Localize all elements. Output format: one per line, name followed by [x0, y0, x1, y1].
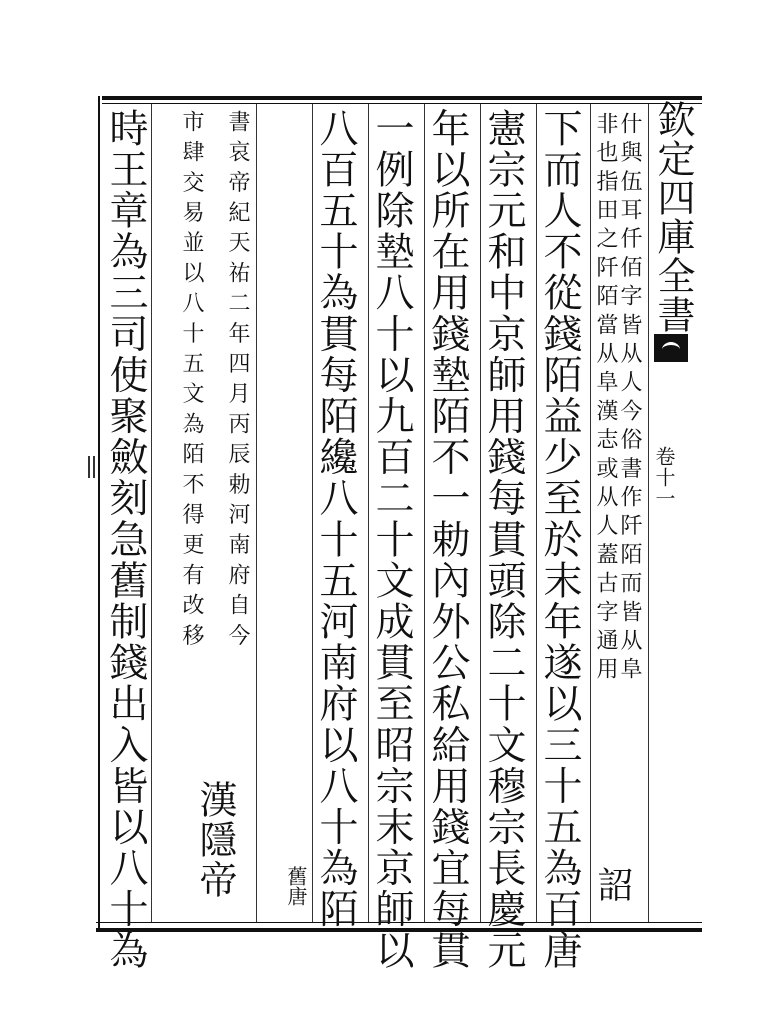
column-rule [151, 104, 152, 922]
text-column: 八百五十為貫每陌纔八十五河南府以八十為陌 [313, 108, 358, 930]
text-column: 漢隱帝 [193, 780, 237, 901]
commentary-column-left: 非也指田之阡陌當从阜漢志或从人蓋古字通用 [593, 112, 618, 686]
commentary-column-right: 什與伍耳仟佰字皆从人今俗書作阡陌而皆从阜 [617, 112, 642, 686]
fishtail-mark-icon [654, 334, 688, 362]
text-column: 詔 [592, 866, 633, 905]
left-border [98, 96, 100, 932]
column-rule [590, 104, 591, 922]
book-title: 欽定四庫全書 [651, 100, 695, 334]
column-rule [256, 104, 257, 922]
text-column: 一例除墊八十以九百二十文成貫至昭宗末京師以 [369, 108, 414, 972]
text-column: 年以所在用錢墊陌不一勅內外公私給用錢宜每貫 [425, 108, 470, 972]
text-column: 時王章為三司使聚斂刻急舊制錢出入皆以八十為 [103, 108, 148, 972]
text-column: 下而人不從錢陌益少至於末年遂以三十五為百唐 [537, 108, 582, 972]
text-column: 憲宗元和中京師用錢每貫頭除二十文穆宗長慶元 [481, 108, 526, 972]
commentary-column-right: 書哀帝紀天祐二年四月丙辰勅河南府自今 [225, 110, 250, 654]
top-border-inner [102, 103, 702, 104]
commentary-column: 舊唐 [284, 866, 308, 906]
volume-label: 卷十一 [652, 446, 676, 509]
commentary-column-left: 市肆交易並以八十五文為陌不得更有改移 [179, 110, 204, 654]
column-rule [648, 104, 649, 922]
margin-tick-marks [88, 456, 98, 480]
top-border [102, 96, 702, 100]
